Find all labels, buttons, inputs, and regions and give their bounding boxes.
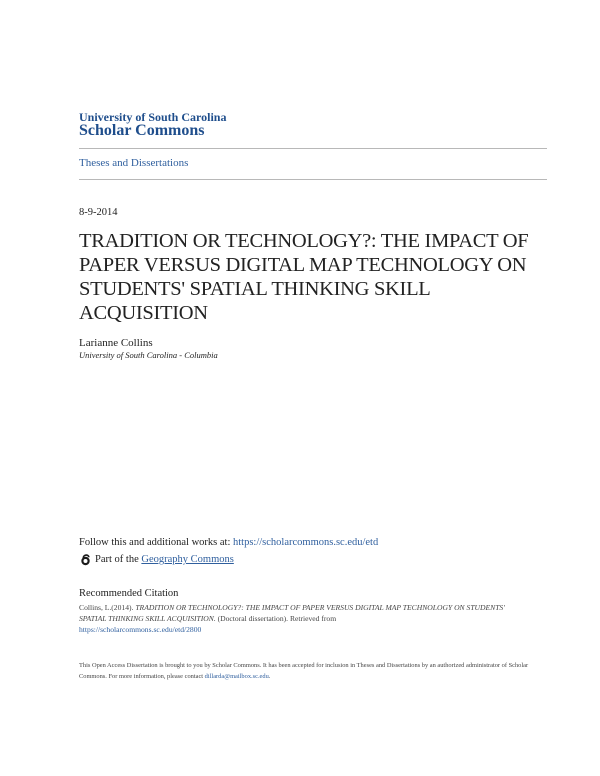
- open-access-notice: [79, 660, 539, 682]
- contact-email-link[interactable]: dillarda@mailbox.sc.edu: [204, 673, 269, 680]
- citation-prefix: Collins, L.(2014).: [79, 603, 136, 612]
- citation-title: TRADITION OR TECHNOLOGY?: THE IMPACT OF PAPER VERSUS DIGITAL MAP TECHNOLOGY ON STUDENTS' SPATIAL THINKING SKILL ACQUISITION.: [79, 603, 505, 623]
- notice-text: This Open Access Dissertation is brought to you by Scholar Commons. It has been accepted for inclusion in Theses and Dissertations by an authorized administrator of Scholar Commons. For more information, please contact: [79, 662, 529, 680]
- discipline-link[interactable]: Geography Commons: [141, 554, 234, 565]
- repository-name[interactable]: Scholar Commons: [79, 122, 205, 139]
- citation-text: [79, 602, 524, 635]
- open-access-icon: [79, 553, 92, 566]
- publication-date: 8-9-2014: [79, 207, 118, 218]
- recommended-citation-heading: Recommended Citation: [79, 588, 179, 599]
- citation-url[interactable]: https://scholarcommons.sc.edu/etd/2800: [79, 625, 202, 634]
- collection-link[interactable]: Theses and Dissertations: [79, 157, 189, 169]
- notice-end: .: [268, 673, 271, 680]
- divider: [79, 179, 547, 180]
- part-of-line: [79, 553, 234, 566]
- follow-label: Follow this and additional works at:: [79, 537, 233, 548]
- institution-name[interactable]: University of South Carolina: [79, 110, 227, 124]
- author-name[interactable]: Larianne Collins: [79, 337, 153, 349]
- follow-line: [79, 537, 378, 548]
- repository-link[interactable]: https://scholarcommons.sc.edu/etd: [233, 537, 379, 548]
- part-of-label: Part of the: [95, 554, 139, 565]
- author-affiliation: University of South Carolina - Columbia: [79, 350, 218, 360]
- document-title: TRADITION OR TECHNOLOGY?: THE IMPACT OF PAPER VERSUS DIGITAL MAP TECHNOLOGY ON STUDENTS' SPATIAL THINKING SKILL ACQUISITION: [79, 230, 529, 324]
- divider: [79, 148, 547, 149]
- citation-suffix: (Doctoral dissertation). Retrieved from: [215, 614, 337, 623]
